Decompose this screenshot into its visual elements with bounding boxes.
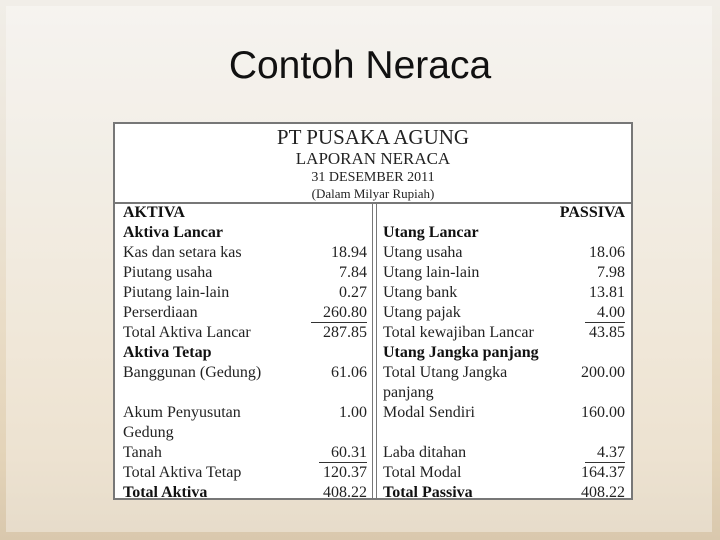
left-value: 287.85 [323, 324, 367, 341]
right-value: 160.00 [581, 404, 625, 421]
left-label: Gedung [123, 424, 174, 441]
report-header [115, 124, 631, 204]
table-row [115, 223, 631, 243]
report-unit: (Dalam Milyar Rupiah) [311, 186, 435, 201]
right-value: 43.85 [589, 324, 625, 341]
left-label: Aktiva Tetap [123, 344, 212, 361]
left-value: 7.84 [339, 264, 367, 281]
report-date: 31 DESEMBER 2011 [311, 170, 435, 185]
right-label: panjang [383, 384, 434, 401]
table-row [115, 283, 631, 303]
left-label: Total Aktiva Tetap [123, 464, 242, 481]
balance-sheet [113, 122, 633, 500]
left-label: Total Aktiva Lancar [123, 324, 251, 341]
left-value: 60.31 [319, 444, 367, 463]
left-value: 260.80 [311, 304, 367, 323]
right-value: 164.37 [581, 464, 625, 481]
right-value: 200.00 [581, 364, 625, 381]
table-row [115, 343, 631, 363]
left-label: AKTIVA [123, 204, 185, 221]
right-label: Utang Jangka panjang [383, 344, 539, 361]
table-row [115, 483, 631, 503]
left-value: 120.37 [323, 464, 367, 481]
right-label: Total Passiva [383, 484, 473, 501]
left-label: Akum Penyusutan [123, 404, 241, 421]
right-value: 7.98 [597, 264, 625, 281]
company-name: PT PUSAKA AGUNG [276, 125, 470, 149]
left-label: Piutang lain-lain [123, 284, 230, 301]
table-row [115, 303, 631, 323]
left-value: 408.22 [323, 484, 367, 501]
right-label: Modal Sendiri [383, 404, 475, 421]
right-label: Utang pajak [383, 304, 461, 321]
table-row [115, 203, 631, 223]
left-label: Banggunan (Gedung) [123, 364, 262, 381]
right-label: Utang bank [383, 284, 458, 301]
right-label: Utang Lancar [383, 224, 479, 241]
right-value: 13.81 [589, 284, 625, 301]
table-row [115, 443, 631, 463]
left-label: Tanah [123, 444, 162, 461]
left-value: 18.94 [331, 244, 367, 261]
left-label: Piutang usaha [123, 264, 213, 281]
table-row [115, 423, 631, 443]
right-value: 4.00 [585, 304, 625, 323]
table-row [115, 383, 631, 403]
left-value: 0.27 [339, 284, 367, 301]
right-label: Total Modal [383, 464, 462, 481]
right-value: 4.37 [585, 444, 625, 463]
table-row [115, 463, 631, 483]
right-label: Utang usaha [383, 244, 463, 261]
table-row [115, 363, 631, 383]
right-value: 18.06 [589, 244, 625, 261]
left-value: 61.06 [331, 364, 367, 381]
left-label: Total Aktiva [123, 484, 208, 501]
balance-rows [115, 203, 631, 503]
left-value: 1.00 [339, 404, 367, 421]
left-label: Kas dan setara kas [123, 244, 242, 261]
left-label: Aktiva Lancar [123, 224, 223, 241]
right-label: Utang lain-lain [383, 264, 480, 281]
right-label: Laba ditahan [383, 444, 467, 461]
report-name: LAPORAN NERACA [295, 149, 451, 168]
table-row [115, 323, 631, 343]
table-row [115, 263, 631, 283]
right-value: 408.22 [581, 484, 625, 501]
right-label: Total Utang Jangka [383, 364, 508, 381]
table-row [115, 403, 631, 423]
left-label: Perserdiaan [123, 304, 198, 321]
right-label: Total kewajiban Lancar [383, 324, 534, 341]
right-value: PASSIVA [559, 204, 625, 221]
table-row [115, 243, 631, 263]
slide-title: Contoh Neraca [228, 44, 492, 87]
